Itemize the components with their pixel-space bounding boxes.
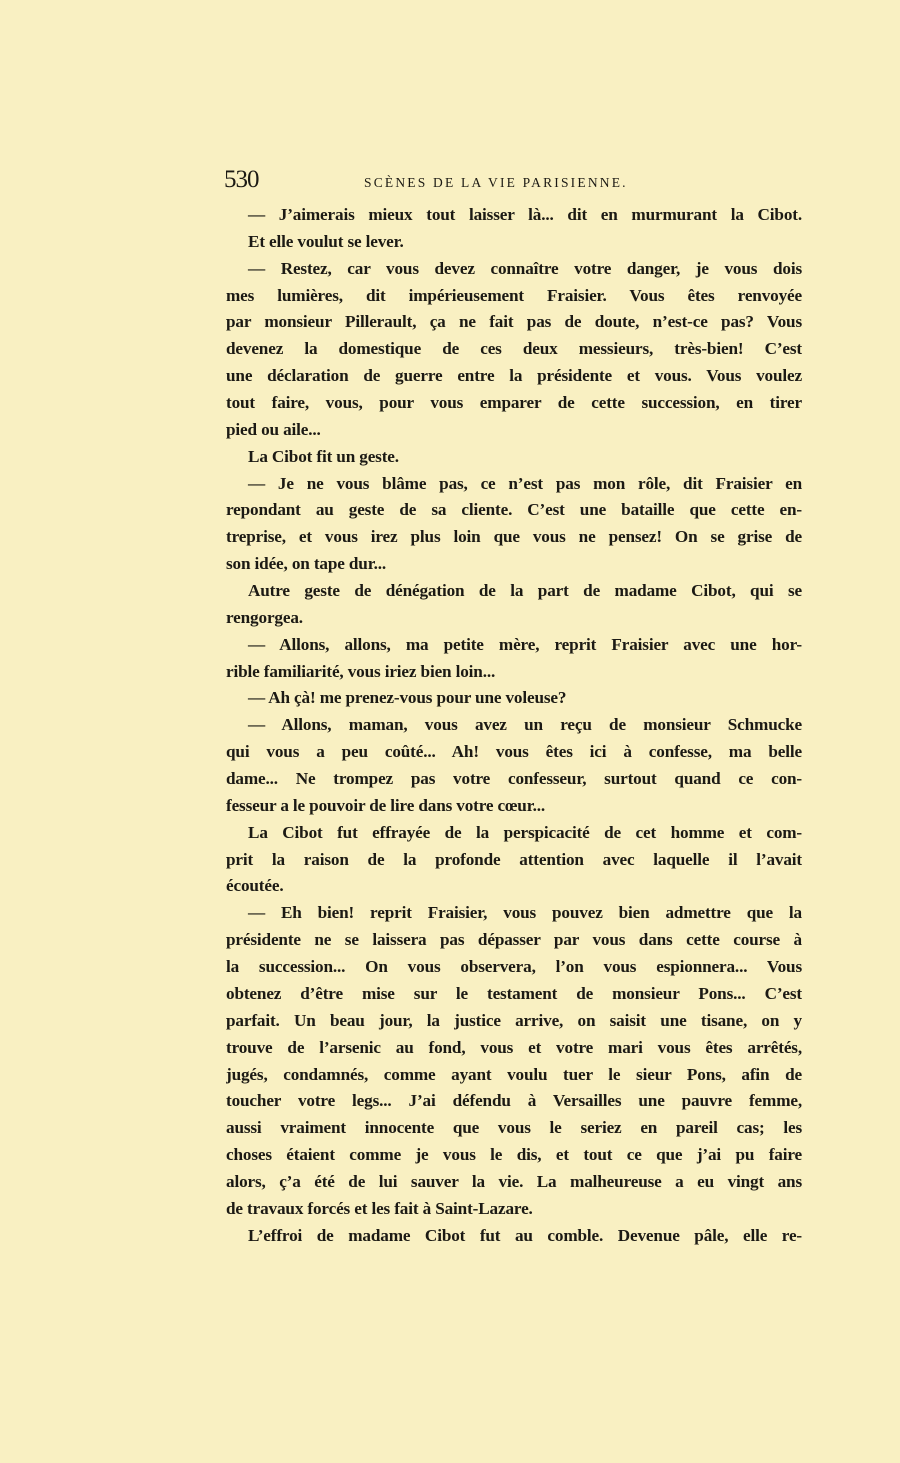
text-line: L’effroi de madame Cibot fut au comble. Devenue pâle, elle re-	[248, 1225, 802, 1245]
text-line: alors, ç’a été de lui sauver la vie. La malheureuse a eu vingt ans	[226, 1171, 802, 1191]
text-line: pied ou aile...	[226, 419, 321, 439]
text-line: La Cibot fit un geste.	[248, 446, 399, 466]
text-line: trouve de l’arsenic au fond, vous et votre mari vous êtes arrêtés,	[226, 1037, 802, 1057]
text-line: — Je ne vous blâme pas, ce n’est pas mon rôle, dit Fraisier en	[248, 473, 802, 493]
text-line: La Cibot fut effrayée de la perspicacité de cet homme et com-	[248, 822, 802, 842]
text-line: prit la raison de la profonde attention avec laquelle il l’avait	[226, 849, 802, 869]
text-line: — Allons, maman, vous avez un reçu de monsieur Schmucke	[248, 715, 802, 735]
text-line: une déclaration de guerre entre la présidente et vous. Vous voulez	[226, 366, 802, 386]
text-line: repondant au geste de sa cliente. C’est une bataille que cette en-	[226, 500, 802, 520]
page-header	[224, 166, 802, 200]
text-line: la succession... On vous observera, l’on vous espionnera... Vous	[226, 957, 802, 977]
text-line: Autre geste de dénégation de la part de madame Cibot, qui se	[248, 581, 802, 601]
text-line: son idée, on tape dur...	[226, 554, 387, 574]
text-line: fesseur a le pouvoir de lire dans votre cœur...	[226, 795, 546, 815]
running-title: SCÈNES DE LA VIE PARISIENNE.	[364, 175, 628, 190]
text-line: présidente ne se laissera pas dépasser par vous dans cette course à	[226, 930, 802, 950]
text-line: — Ah çà! me prenez-vous pour une voleuse?	[248, 688, 567, 708]
text-line: devenez la domestique de ces deux messieurs, très-bien! C’est	[226, 339, 802, 359]
text-line: tout faire, vous, pour vous emparer de cette succession, en tirer	[226, 393, 802, 413]
text-line: obtenez d’être mise sur le testament de monsieur Pons... C’est	[226, 983, 802, 1003]
text-line: mes lumières, dit impérieusement Fraisier. Vous êtes renvoyée	[226, 285, 802, 305]
text-line: Et elle voulut se lever.	[248, 231, 404, 251]
page-body-text	[226, 202, 802, 1250]
text-line: choses étaient comme je vous le dis, et tout ce que j’ai pu faire	[226, 1145, 802, 1165]
text-line: rible familiarité, vous iriez bien loin...	[226, 661, 496, 681]
text-line: — Allons, allons, ma petite mère, reprit Fraisier avec une hor-	[248, 634, 802, 654]
text-line: par monsieur Pillerault, ça ne fait pas de doute, n’est-ce pas? Vous	[226, 312, 802, 332]
text-line: aussi vraiment innocente que vous le seriez en pareil cas; les	[226, 1118, 802, 1138]
text-line: treprise, et vous irez plus loin que vous ne pensez! On se grise de	[226, 527, 802, 547]
text-line: rengorgea.	[226, 607, 303, 627]
text-line: de travaux forcés et les fait à Saint-Lazare.	[226, 1198, 533, 1218]
text-line: écoutée.	[226, 876, 284, 896]
text-line: qui vous a peu coûté... Ah! vous êtes ici à confesse, ma belle	[226, 742, 802, 762]
text-line: parfait. Un beau jour, la justice arrive, on saisit une tisane, on y	[226, 1010, 802, 1030]
text-line: toucher votre legs... J’ai défendu à Versailles une pauvre femme,	[226, 1091, 802, 1111]
text-line: — J’aimerais mieux tout laisser là... dit en murmurant la Cibot.	[248, 205, 802, 224]
text-line: dame... Ne trompez pas votre confesseur, surtout quand ce con-	[226, 769, 802, 789]
text-line: jugés, condamnés, comme ayant voulu tuer le sieur Pons, afin de	[226, 1064, 802, 1084]
text-line: — Restez, car vous devez connaître votre danger, je vous dois	[248, 258, 802, 278]
text-line: — Eh bien! reprit Fraisier, vous pouvez bien admettre que la	[248, 903, 802, 923]
page-number: 530	[224, 166, 259, 193]
